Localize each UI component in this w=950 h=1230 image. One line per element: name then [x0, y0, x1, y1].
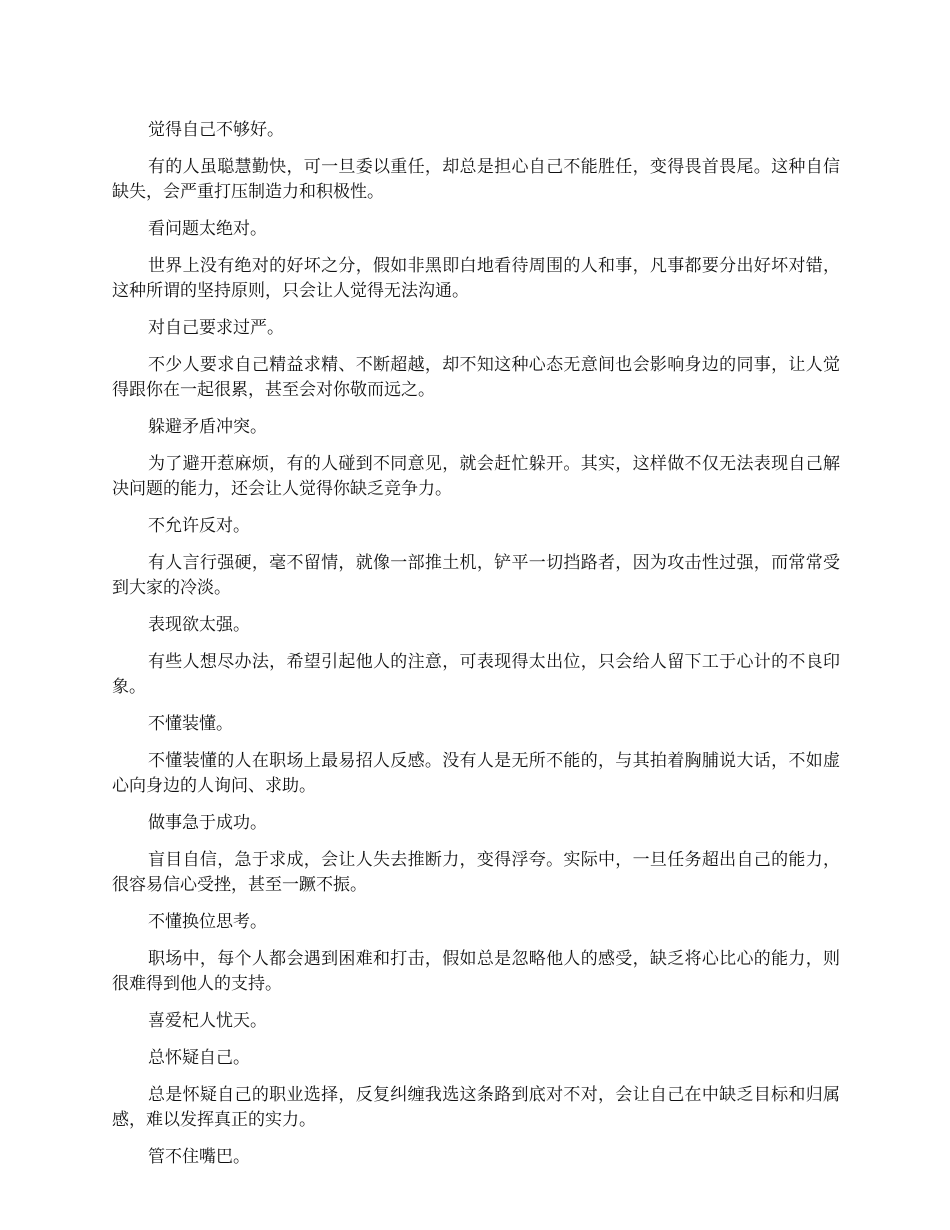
paragraph: 不懂装懂。: [148, 714, 233, 734]
paragraph: 世界上没有绝对的好坏之分，假如非黑即白地看待周围的人和事，凡事都要分出好坏对错，这种所谓的坚持原则，只会让人觉得无法沟通。: [112, 256, 840, 301]
paragraph: 做事急于成功。: [148, 813, 267, 833]
paragraph: 不懂装懂的人在职场上最易招人反感。没有人是无所不能的，与其拍着胸脯说大话，不如虚心向身边的人询问、求助。: [112, 751, 840, 796]
paragraph: 不允许反对。: [148, 516, 250, 536]
paragraph: 喜爱杞人忧天。: [148, 1011, 267, 1031]
document-body: [112, 118, 840, 1182]
paragraph: 为了避开惹麻烦，有的人碰到不同意见，就会赶忙躲开。其实，这样做不仅无法表现自己解决问题的能力，还会让人觉得你缺乏竞争力。: [112, 454, 840, 499]
paragraph: 总是怀疑自己的职业选择，反复纠缠我选这条路到底对不对，会让自己在中缺乏目标和归属感，难以发挥真正的实力。: [112, 1085, 840, 1130]
paragraph: 不懂换位思考。: [148, 912, 267, 932]
paragraph: 职场中，每个人都会遇到困难和打击，假如总是忽略他人的感受，缺乏将心比心的能力，则很难得到他人的支持。: [112, 949, 840, 994]
paragraph: 有人言行强硬，毫不留情，就像一部推土机，铲平一切挡路者，因为攻击性过强，而常常受到大家的冷淡。: [112, 553, 840, 598]
paragraph: 觉得自己不够好。: [148, 120, 284, 140]
paragraph: 有的人虽聪慧勤快，可一旦委以重任，却总是担心自己不能胜任，变得畏首畏尾。这种自信缺失，会严重打压制造力和积极性。: [112, 157, 840, 202]
paragraph: 有些人想尽办法，希望引起他人的注意，可表现得太出位，只会给人留下工于心计的不良印象。: [112, 652, 840, 697]
paragraph: 总怀疑自己。: [148, 1048, 250, 1068]
paragraph: 躲避矛盾冲突。: [148, 417, 267, 437]
paragraph: 表现欲太强。: [148, 615, 250, 635]
paragraph: 管不住嘴巴。: [148, 1147, 250, 1167]
paragraph: 看问题太绝对。: [148, 219, 267, 239]
paragraph: 盲目自信，急于求成，会让人失去推断力，变得浮夸。实际中，一旦任务超出自己的能力，很容易信心受挫，甚至一蹶不振。: [112, 850, 840, 895]
paragraph: 不少人要求自己精益求精、不断超越，却不知这种心态无意间也会影响身边的同事，让人觉得跟你在一起很累，甚至会对你敬而远之。: [112, 355, 840, 400]
paragraph: 对自己要求过严。: [148, 318, 284, 338]
